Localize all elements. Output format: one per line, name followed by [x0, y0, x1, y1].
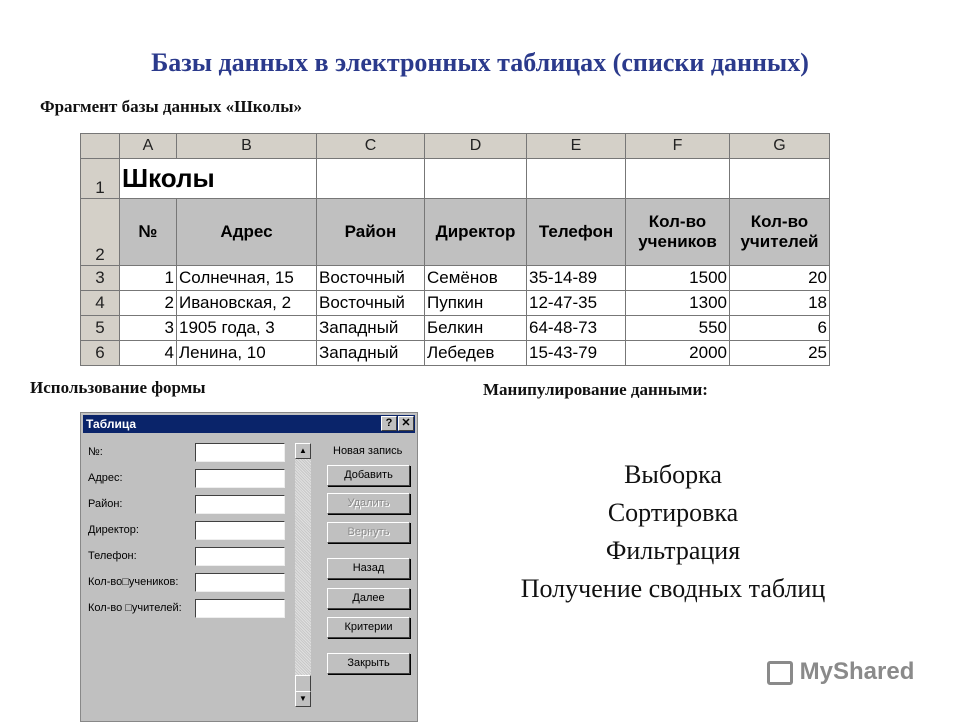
operation-item: Выборка: [624, 460, 722, 489]
field-label: №:: [88, 446, 103, 458]
form-dialog: [80, 412, 418, 722]
row-header[interactable]: 1: [81, 159, 120, 199]
cell[interactable]: [527, 159, 626, 199]
cell[interactable]: 35-14-89: [527, 266, 626, 291]
header-cell[interactable]: Кол-во учеников: [626, 199, 730, 266]
field-input[interactable]: [195, 573, 285, 592]
header-cell[interactable]: Директор: [425, 199, 527, 266]
record-scrollbar[interactable]: [295, 443, 311, 707]
close-icon[interactable]: ✕: [398, 416, 414, 431]
row-header[interactable]: 6: [81, 341, 120, 366]
field-label: Адрес:: [88, 472, 123, 484]
scroll-up-arrow-icon[interactable]: ▲: [295, 443, 311, 459]
dialog-button[interactable]: Критерии: [327, 617, 410, 638]
record-status: Новая запись: [333, 445, 403, 457]
column-header[interactable]: B: [177, 134, 317, 159]
cell[interactable]: 1500: [626, 266, 730, 291]
field-input[interactable]: [195, 547, 285, 566]
table-row: [81, 316, 830, 341]
row-header[interactable]: 4: [81, 291, 120, 316]
operation-item: Сортировка: [607, 498, 739, 527]
help-button[interactable]: ?: [381, 416, 397, 431]
dialog-button[interactable]: Добавить: [327, 465, 410, 486]
header-cell[interactable]: №: [120, 199, 177, 266]
page-title: Базы данных в электронных таблицах (списки данных): [151, 48, 809, 77]
cell[interactable]: [317, 159, 425, 199]
cell[interactable]: Лебедев: [425, 341, 527, 366]
cell[interactable]: 18: [730, 291, 830, 316]
form-label: Использование формы: [30, 378, 206, 397]
operation-item: Получение сводных таблиц: [520, 574, 826, 603]
table-row: [81, 266, 830, 291]
cell[interactable]: 2000: [626, 341, 730, 366]
subtitle: Фрагмент базы данных «Школы»: [40, 97, 302, 116]
cell[interactable]: Восточный: [317, 266, 425, 291]
header-cell[interactable]: Телефон: [527, 199, 626, 266]
field-input[interactable]: [195, 599, 285, 618]
cell[interactable]: 1905 года, 3: [177, 316, 317, 341]
cell[interactable]: 20: [730, 266, 830, 291]
header-cell[interactable]: Адрес: [177, 199, 317, 266]
dialog-button[interactable]: Закрыть: [327, 653, 410, 674]
cell[interactable]: 1300: [626, 291, 730, 316]
column-header[interactable]: D: [425, 134, 527, 159]
header-cell[interactable]: Кол-во учителей: [730, 199, 830, 266]
field-label: Кол-во□учеников:: [88, 576, 179, 588]
row-header[interactable]: 2: [81, 199, 120, 266]
dialog-titlebar[interactable]: [83, 415, 415, 433]
cell[interactable]: Восточный: [317, 291, 425, 316]
row-header[interactable]: 3: [81, 266, 120, 291]
dialog-button[interactable]: Далее: [327, 588, 410, 609]
column-header-row: [81, 134, 830, 159]
field-label: Директор:: [88, 524, 139, 536]
spreadsheet: [80, 133, 830, 366]
corner-cell[interactable]: [81, 134, 120, 159]
cell[interactable]: [730, 159, 830, 199]
column-header[interactable]: E: [527, 134, 626, 159]
cell[interactable]: 1: [120, 266, 177, 291]
cell[interactable]: Западный: [317, 341, 425, 366]
cell[interactable]: Ленина, 10: [177, 341, 317, 366]
cell[interactable]: 25: [730, 341, 830, 366]
table-row: [81, 341, 830, 366]
cell[interactable]: Западный: [317, 316, 425, 341]
cell[interactable]: Пупкин: [425, 291, 527, 316]
sheet-title-cell[interactable]: Школы: [120, 159, 317, 199]
cell[interactable]: [425, 159, 527, 199]
field-input[interactable]: [195, 443, 285, 462]
dialog-button[interactable]: Вернуть: [327, 522, 410, 543]
cell[interactable]: Семёнов: [425, 266, 527, 291]
column-header[interactable]: C: [317, 134, 425, 159]
cell[interactable]: 12-47-35: [527, 291, 626, 316]
cell[interactable]: 3: [120, 316, 177, 341]
column-header[interactable]: F: [626, 134, 730, 159]
field-label: Кол-во □учителей:: [88, 602, 182, 614]
field-input[interactable]: [195, 521, 285, 540]
cell[interactable]: 6: [730, 316, 830, 341]
manipulation-label: Манипулирование данными:: [483, 380, 708, 399]
dialog-title: Таблица: [86, 417, 137, 431]
cell[interactable]: Ивановская, 2: [177, 291, 317, 316]
presentation-icon: [767, 661, 793, 685]
cell[interactable]: 550: [626, 316, 730, 341]
cell[interactable]: 15-43-79: [527, 341, 626, 366]
cell[interactable]: Солнечная, 15: [177, 266, 317, 291]
field-label: Телефон:: [88, 550, 137, 562]
cell[interactable]: 4: [120, 341, 177, 366]
cell[interactable]: Белкин: [425, 316, 527, 341]
column-header[interactable]: G: [730, 134, 830, 159]
table-row: [81, 291, 830, 316]
field-input[interactable]: [195, 469, 285, 488]
cell[interactable]: 2: [120, 291, 177, 316]
operation-item: Фильтрация: [605, 536, 741, 565]
cell[interactable]: 64-48-73: [527, 316, 626, 341]
column-header[interactable]: A: [120, 134, 177, 159]
field-label: Район:: [88, 498, 123, 510]
logo: MyShared: [767, 658, 914, 686]
cell[interactable]: [626, 159, 730, 199]
header-cell[interactable]: Район: [317, 199, 425, 266]
row-header[interactable]: 5: [81, 316, 120, 341]
dialog-button[interactable]: Удалить: [327, 493, 410, 514]
scroll-down-arrow-icon[interactable]: ▼: [295, 691, 311, 707]
field-input[interactable]: [195, 495, 285, 514]
dialog-button[interactable]: Назад: [327, 558, 410, 579]
